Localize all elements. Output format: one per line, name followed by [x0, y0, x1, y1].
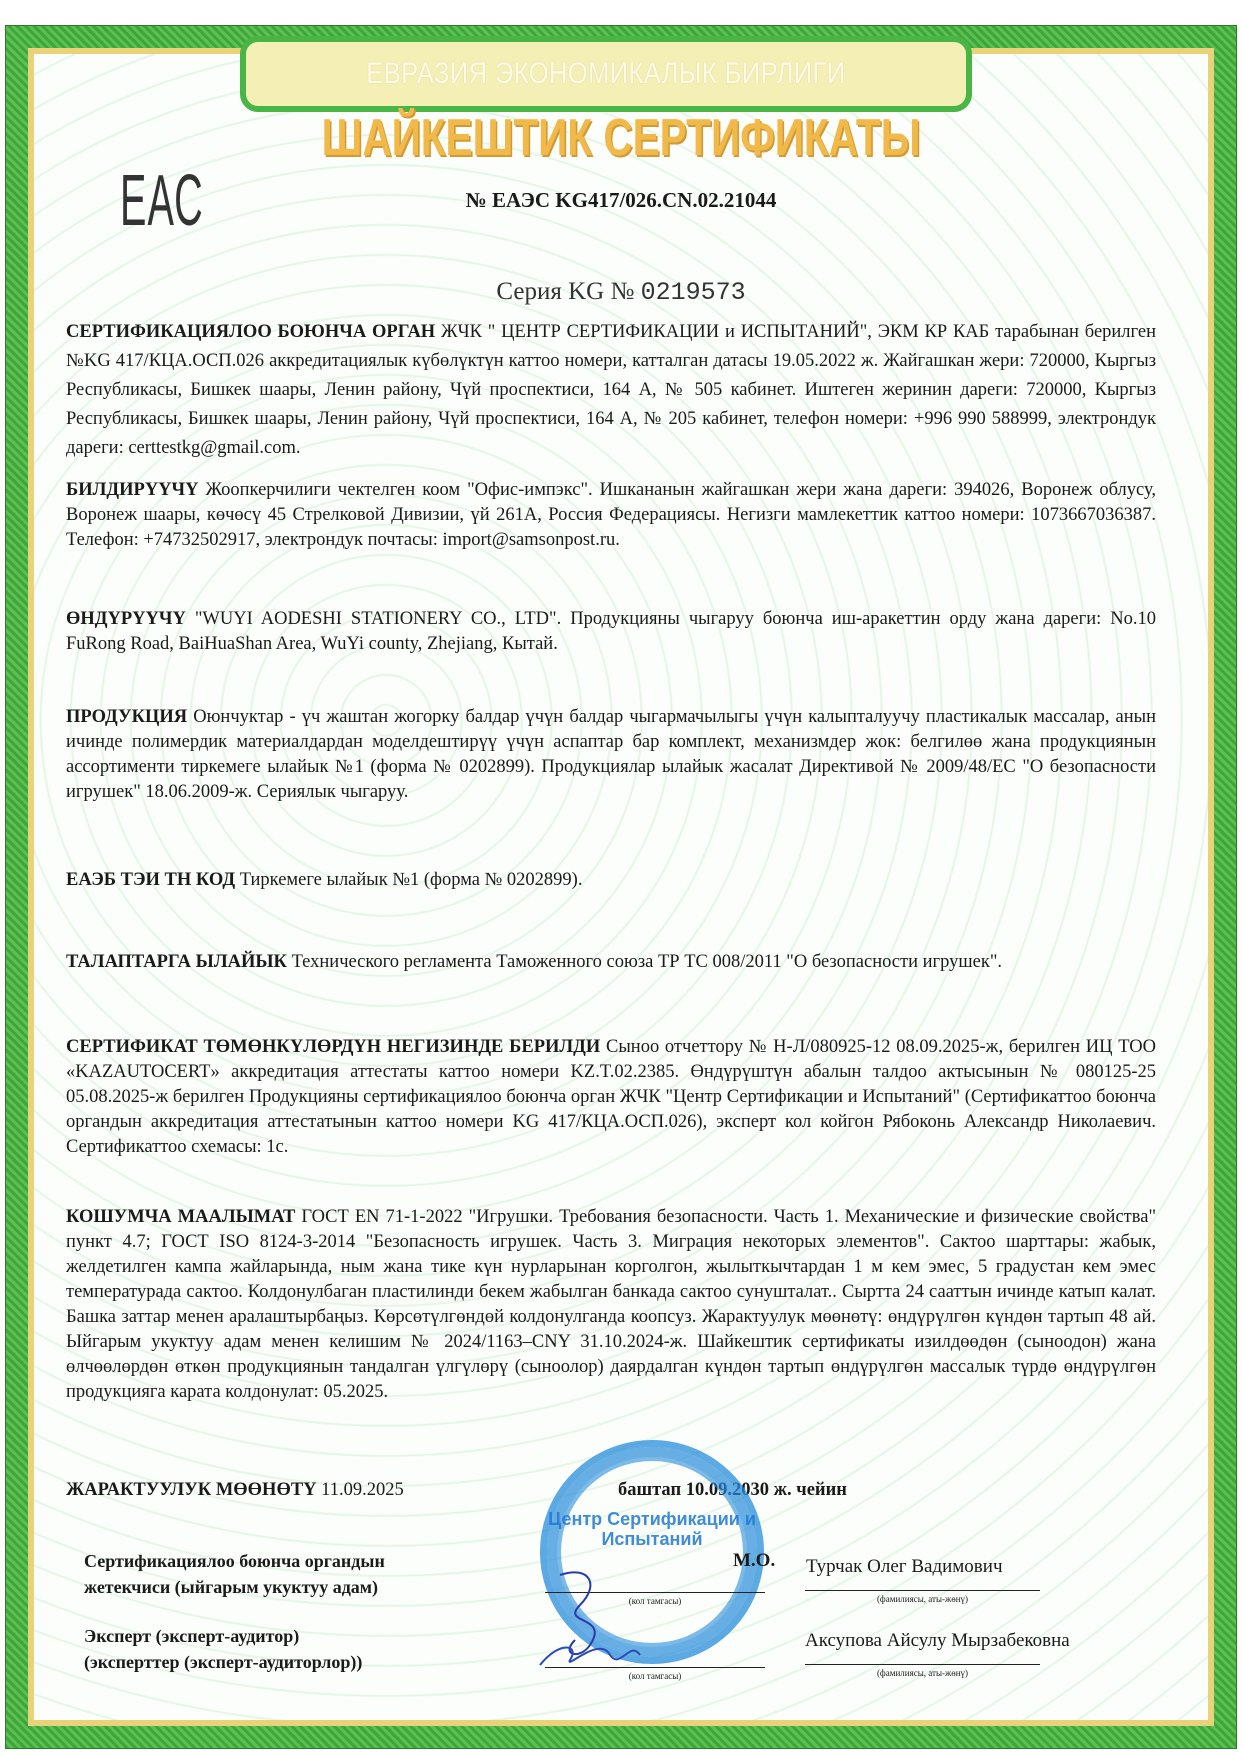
head-label [84, 1548, 385, 1600]
section-code [66, 868, 1156, 893]
validity-from-date: 11.09.2025 [321, 1480, 404, 1500]
section-label: ТАЛАПТАРГА ЫЛАЙЫК [66, 952, 287, 972]
head-label-line2: жетекчиси (ыйгарым укуктуу адам) [84, 1577, 379, 1597]
section-label: СЕРТИФИКАЦИЯЛОО БОЮНЧА ОРГАН [66, 322, 436, 342]
validity-from [66, 1478, 566, 1503]
section-text: Сыноо отчеттору № Н-Л/080925-12 08.09.2025-ж, берилген ИЦ ТОО «KAZAUTOCERT» аккредитация аттестаты каттоо номери KZ.T.02.2385. Өндүрүштүн абалын талдоо актысынын № 080125-25 05.08.2025-ж берилген Продукцияны сертификациялоо боюнча орган ЖЧК "Центр Сертификации и Испытаний" (Сертификаттоо боюнча органдын аккредитация аттестатынын каттоо номери KG 417/КЦА.ОСП.026), эксперт кол койгон Рябоконь Александр Николаевич. Сертификаттоо схемасы: 1с. [66, 1037, 1156, 1157]
expert-label-line2: (эксперттер (эксперт-аудиторлор)) [84, 1652, 363, 1672]
expert-signature-caption: (кол тамгасы) [628, 1671, 682, 1681]
section-text: ЖЧК " ЦЕНТР СЕРТИФИКАЦИИ и ИСПЫТАНИЙ", ЭКМ КР КАБ тарабынан берилген №KG 417/КЦА.ОСП.026 аккредитациялык күбөлүктүн каттоо номери, катталган датасы 19.05.2022 ж. Жайгашкан жери: 720000, Кыргыз Республикасы, Бишкек шаары, Ленин району, Чүй проспектиси, 164 А, № 505 кабинет. Иштеген жеринин дареги: 720000, Кыргыз Республикасы, Бишкек шаары, Ленин району, Чүй проспектиси, 164 А, № 205 кабинет, телефон номери: +996 990 588999, электрондук дареги: certtestkg@gmail.com. [66, 322, 1156, 458]
section-manufacturer [66, 607, 1156, 657]
head-name-caption: (фамилиясы, аты-жөнү) [876, 1594, 969, 1604]
series-number: 0219573 [640, 278, 746, 307]
section-applicant [66, 478, 1156, 553]
union-banner [240, 36, 972, 112]
expert-label [84, 1623, 362, 1675]
series-line [0, 278, 1242, 307]
section-label: ЕАЭБ ТЭИ ТН КОД [66, 870, 236, 890]
eac-logo: ЕАС [120, 161, 204, 241]
section-additional [66, 1205, 1156, 1405]
handwritten-signatures [520, 1545, 750, 1675]
section-text: Технического регламента Таможенного союза ТР ТС 008/2011 "О безопасности игрушек". [286, 952, 1002, 972]
section-basis [66, 1035, 1156, 1160]
section-label: БИЛДИРҮҮЧҮ [66, 480, 199, 500]
section-text: Тиркемеге ылайык №1 (форма № 0202899). [235, 870, 583, 890]
expert-name-line [805, 1664, 1040, 1665]
expert-name-caption: (фамилиясы, аты-жөнү) [876, 1668, 969, 1678]
seal-mark: М.О. [733, 1550, 776, 1571]
section-text: "WUYI AODESHI STATIONERY CO., LTD". Продукцияны чыгаруу боюнча иш-аракеттин орду жана дареги: No.10 FuRong Road, BaiHuaShan Area, WuYi county, Zhejiang, Кытай. [66, 609, 1156, 654]
section-label: ПРОДУКЦИЯ [66, 707, 188, 727]
section-conformity [66, 950, 1156, 975]
head-name: Турчак Олег Вадимович [806, 1556, 1003, 1577]
head-label-line1: Сертификациялоо боюнча органдын [84, 1551, 385, 1571]
expert-label-line1: Эксперт (эксперт-аудитор) [84, 1626, 300, 1646]
head-name-line [805, 1590, 1040, 1591]
expert-name: Аксупова Айсулу Мырзабековна [805, 1630, 1070, 1651]
section-text: Оюнчуктар - үч жаштан жогорку балдар үчүн балдар чыгармачылыгы үчүн калыпталуучу пластикалык массалар, анын ичинде полимердик материалдардан моделдештирүү үчүн аспаптар бар комплект, механизмдер жок: белгилөө жана продукциянын ассортименти тиркемеге ылайык №1 (форма № 0202899). Продукциялар ылайык жасалат Директивой № 2009/48/ЕС "О безопасности игрушек" 18.06.2009-ж. Сериялык чыгаруу. [66, 707, 1156, 802]
series-label: Серия KG № [496, 278, 635, 305]
section-label: КОШУМЧА МААЛЫМАТ [66, 1207, 296, 1227]
union-banner-text: ЕВРАЗИЯ ЭКОНОМИКАЛЫК БИРЛИГИ [366, 57, 846, 90]
head-signature-caption: (кол тамгасы) [628, 1596, 682, 1606]
validity-label: ЖАРАКТУУЛУК МӨӨНӨТҮ [66, 1480, 317, 1500]
section-label: ӨНДҮРҮҮЧҮ [66, 609, 186, 629]
section-label: СЕРТИФИКАТ ТӨМӨНКҮЛӨРДҮН НЕГИЗИНДЕ БЕРИЛДИ [66, 1037, 601, 1057]
section-text: ГОСТ EN 71-1-2022 "Игрушки. Требования безопасности. Часть 1. Механические и физические свойства" пункт 4.7; ГОСТ ISO 8124-3-2014 "Безопасность игрушек. Часть 3. Миграция некоторых элементов". Сактоо шарттары: жабык, желдетилген кампа жайларында, ным жана тике күн нурларынан корголгон, жылыткычтардан 1 м кем эмес, 5 градустан кем эмес температурада сактоо. Колдонулбаган пластилинди бекем жабылган банкада сактоо сунушталат.. Сыртта 24 сааттын ичинде катып калат. Башка заттар менен аралаштырбаңыз. Көрсөтүлгөндөй колдонулганда коопсуз. Жарактуулук мөөнөтү: өндүрүлгөн күндөн тартып 48 ай. Ыйгарым укуктуу адам менен келишим № 2024/1163–CNY 31.10.2024-ж. Шайкештик сертификаты изилдөөдөн (сыноодон) жана өлчөөлөрдөн өткөн продукциянын тандалган үлгүлөрү (сыноолор) даярдалган күндөн тартып өндүрүлгөн массалык түрдө өндүрүлгөн продукцияга карата колдонулат: 05.2025. [66, 1207, 1156, 1402]
validity-to: баштап 10.09.2030 ж. чейин [618, 1480, 847, 1500]
certificate-number: № ЕАЭС KG417/026.CN.02.21044 [465, 188, 777, 212]
section-product [66, 705, 1156, 805]
stamp-text: Центр Сертификации и Испытаний [548, 1509, 756, 1549]
section-text: Жоопкерчилиги чектелген коом "Офис-импэкс". Ишкананын жайгашкан жери жана дареги: 394026, Воронеж облусу, Воронеж шаары, көчөсү 45 Стрелковой Дивизии, үй 261А, Россия Федерациясы. Негизги мамлекеттик каттоо номери: 1073667036387. Телефон: +74732502917, электрондук почтасы: import@samsonpost.ru. [66, 480, 1156, 550]
certificate-title: ШАЙКЕШТИК СЕРТИФИКАТЫ [321, 109, 921, 167]
section-organ [66, 318, 1156, 463]
